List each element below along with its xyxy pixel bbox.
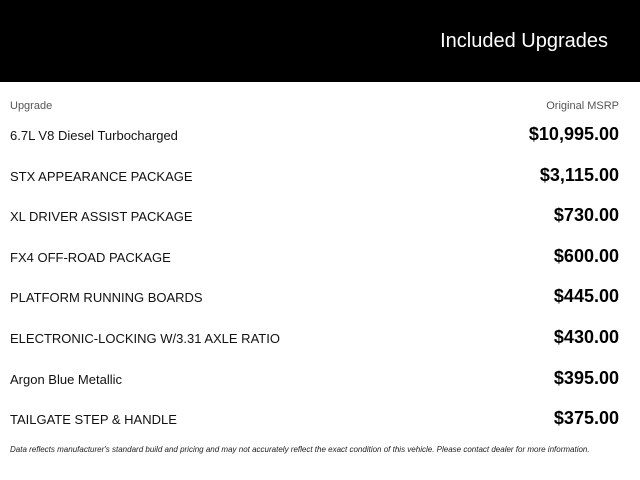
- upgrade-price: $10,995.00: [528, 124, 619, 144]
- list-item: [0, 318, 640, 359]
- page-title: Included Upgrades: [440, 30, 608, 52]
- upgrade-price: $3,115.00: [539, 164, 619, 185]
- list-item: [0, 359, 640, 400]
- upgrade-price: $395.00: [553, 367, 619, 388]
- list-item: [0, 115, 640, 156]
- upgrade-price: $730.00: [553, 205, 619, 226]
- upgrades-list: [0, 115, 640, 440]
- upgrade-price: $445.00: [553, 286, 619, 307]
- upgrade-name: XL DRIVER ASSIST PACKAGE: [10, 209, 193, 225]
- list-item: [0, 277, 640, 318]
- upgrade-name: 6.7L V8 Diesel Turbocharged: [10, 128, 178, 143]
- upgrade-name: PLATFORM RUNNING BOARDS: [10, 290, 203, 306]
- header-bar: [0, 0, 640, 82]
- upgrade-name: TAILGATE STEP & HANDLE: [10, 412, 177, 428]
- upgrade-name: ELECTRONIC-LOCKING W/3.31 AXLE RATIO: [10, 330, 280, 346]
- disclaimer-text: Data reflects manufacturer's standard build and pricing and may not accurately reflect the exact condition of this vehicle. Please contact dealer for more information.: [10, 445, 590, 454]
- upgrade-price: $600.00: [553, 245, 619, 266]
- upgrade-price: $430.00: [553, 326, 619, 347]
- list-item: [0, 196, 640, 237]
- upgrade-name: Argon Blue Metallic: [10, 371, 122, 387]
- upgrade-name: FX4 OFF-ROAD PACKAGE: [10, 249, 171, 265]
- list-item: [0, 399, 640, 440]
- upgrade-column-header: Upgrade: [10, 100, 53, 112]
- upgrade-price: $375.00: [553, 408, 619, 429]
- msrp-column-header: Original MSRP: [546, 100, 619, 112]
- list-item: [0, 156, 640, 197]
- list-item: [0, 237, 640, 278]
- upgrade-name: STX APPEARANCE PACKAGE: [10, 168, 193, 184]
